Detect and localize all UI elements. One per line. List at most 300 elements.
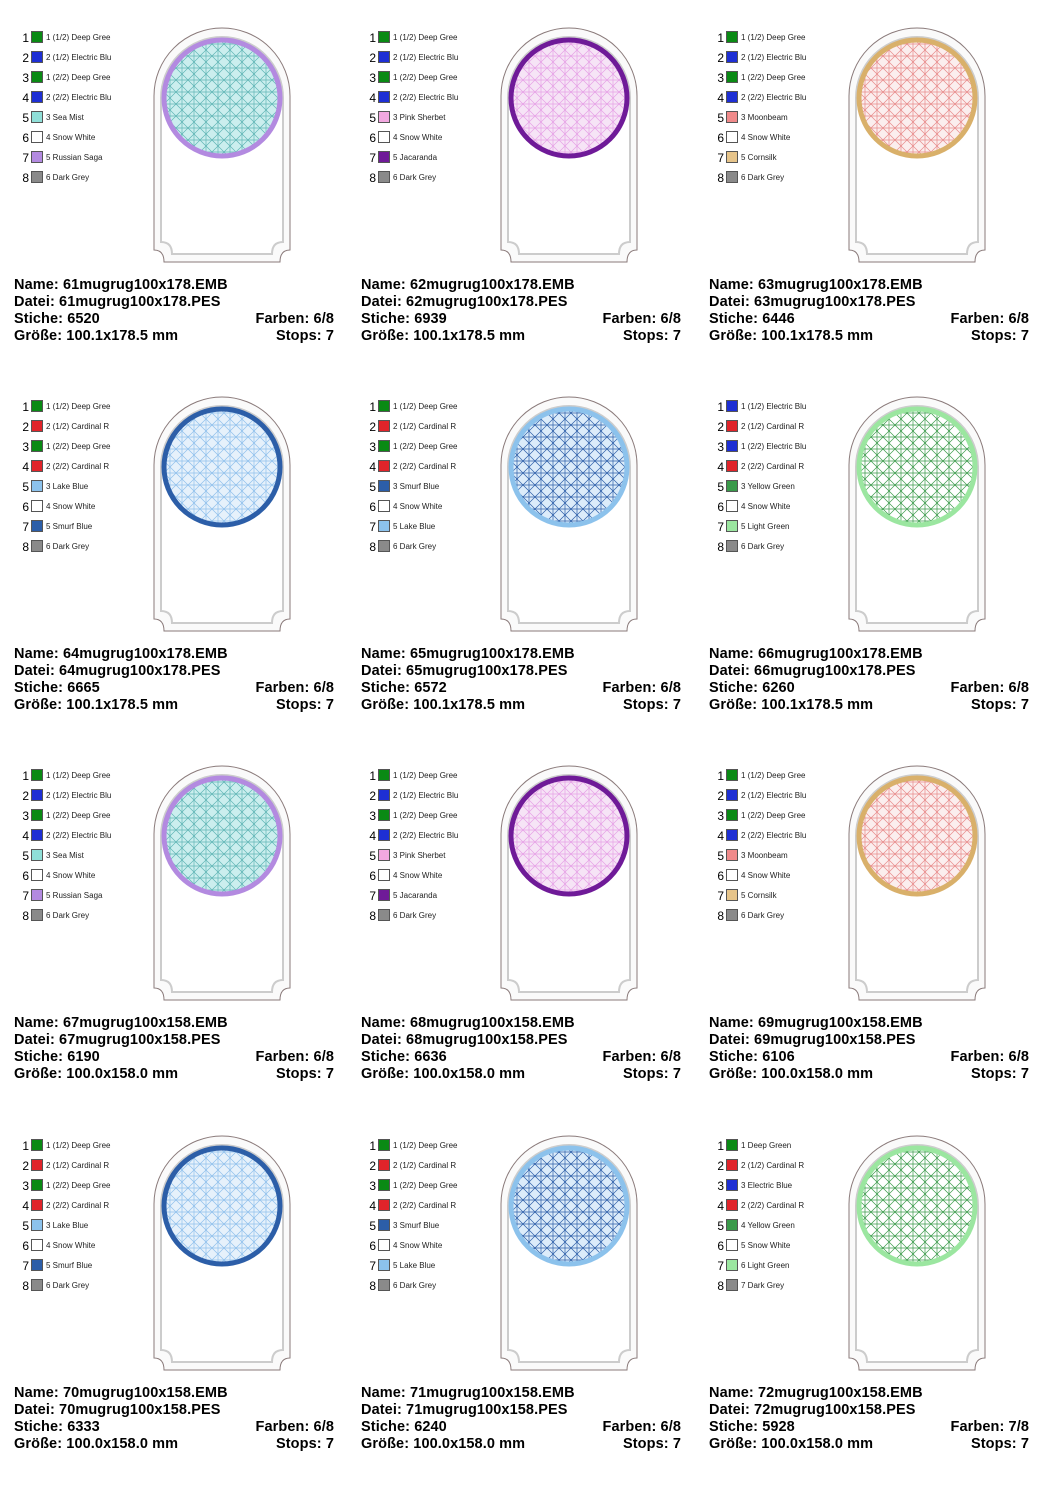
legend-row — [365, 30, 485, 46]
size-line — [709, 1436, 1029, 1453]
legend-color-swatch — [378, 91, 390, 103]
name-line — [709, 646, 1029, 663]
size-line — [709, 328, 1029, 345]
stitches-label: Stiche: — [14, 1419, 64, 1435]
legend-step-number: 7 — [22, 151, 29, 165]
file-label: Datei: — [14, 294, 55, 310]
design-name: 72mugrug100x158.EMB — [757, 1385, 923, 1401]
legend-row — [713, 1198, 833, 1214]
legend-color-swatch — [726, 809, 738, 821]
mug-rug-preview — [152, 395, 292, 635]
legend-step-number: 2 — [369, 1159, 376, 1173]
legend-step-number: 1 — [369, 400, 376, 414]
name-line — [709, 1385, 1029, 1402]
legend-color-swatch — [31, 131, 43, 143]
legend-step-number: 2 — [22, 420, 29, 434]
design-name: 62mugrug100x178.EMB — [409, 277, 575, 293]
name-label: Name: — [709, 277, 754, 293]
stops-label: Stops: — [275, 697, 322, 713]
colors-label: Farben: — [255, 680, 310, 696]
stitches-line — [709, 1049, 1029, 1066]
file-line — [14, 1402, 334, 1419]
stitch-count: 6939 — [414, 311, 447, 327]
legend-thread-name: 6 Dark Grey — [393, 173, 437, 182]
legend-color-swatch — [31, 1279, 43, 1291]
legend-step-number: 3 — [369, 440, 376, 454]
legend-thread-name: 2 (1/2) Electric Blu — [46, 53, 112, 62]
legend-step-number: 5 — [22, 849, 29, 863]
circle-fill-pattern — [166, 411, 278, 523]
stitches-label: Stiche: — [14, 311, 64, 327]
legend-row — [18, 519, 138, 535]
legend-color-swatch — [726, 171, 738, 183]
legend-row — [18, 1238, 138, 1254]
color-count: 6/8 — [660, 1419, 681, 1435]
legend-color-swatch — [726, 1279, 738, 1291]
legend-step-number: 1 — [22, 400, 29, 414]
legend-step-number: 1 — [369, 1139, 376, 1153]
legend-step-number: 4 — [717, 91, 724, 105]
legend-color-swatch — [378, 71, 390, 83]
stitch-count: 6520 — [67, 311, 100, 327]
legend-row — [18, 768, 138, 784]
legend-step-number: 8 — [369, 171, 376, 185]
legend-thread-name: 5 Lake Blue — [393, 522, 436, 531]
legend-color-swatch — [726, 1239, 738, 1251]
design-card — [709, 30, 1049, 380]
legend-thread-name: 4 Snow White — [393, 133, 443, 142]
stops-field — [623, 328, 681, 345]
legend-thread-name: 1 (1/2) Deep Gree — [46, 1141, 111, 1150]
legend-color-swatch — [378, 520, 390, 532]
legend-step-number: 1 — [369, 769, 376, 783]
legend-thread-name: 5 Smurf Blue — [46, 522, 93, 531]
design-size: 100.0x158.0 mm — [761, 1436, 874, 1452]
legend-thread-name: 2 (2/2) Electric Blu — [741, 93, 807, 102]
circle-fill-pattern — [166, 42, 278, 154]
legend-thread-name: 6 Dark Grey — [741, 542, 785, 551]
legend-thread-name: 1 (1/2) Deep Gree — [393, 1141, 458, 1150]
legend-row — [365, 888, 485, 904]
design-name: 71mugrug100x158.EMB — [409, 1385, 575, 1401]
design-info — [14, 1015, 334, 1083]
design-size: 100.0x158.0 mm — [66, 1066, 179, 1082]
legend-thread-name: 3 Pink Sherbet — [393, 113, 446, 122]
legend-thread-name: 2 (2/2) Cardinal R — [741, 1201, 805, 1210]
color-count: 6/8 — [660, 311, 681, 327]
legend-row — [713, 1238, 833, 1254]
colors-field — [951, 311, 1029, 328]
legend-step-number: 8 — [717, 909, 724, 923]
legend-thread-name: 1 (1/2) Deep Gree — [46, 402, 111, 411]
legend-step-number: 4 — [717, 829, 724, 843]
legend-color-swatch — [726, 1179, 738, 1191]
name-line — [14, 646, 334, 663]
legend-thread-name: 5 Russian Saga — [46, 153, 103, 162]
legend-thread-name: 6 Dark Grey — [46, 911, 90, 920]
legend-color-swatch — [31, 520, 43, 532]
legend-step-number: 2 — [369, 420, 376, 434]
stitches-line — [14, 1049, 334, 1066]
legend-color-swatch — [726, 51, 738, 63]
legend-thread-name: 5 Russian Saga — [46, 891, 103, 900]
legend-thread-name: 1 (2/2) Deep Gree — [46, 73, 111, 82]
legend-step-number: 7 — [22, 889, 29, 903]
legend-row — [713, 788, 833, 804]
stops-field — [623, 697, 681, 714]
mug-rug-preview — [499, 764, 639, 1004]
design-size: 100.1x178.5 mm — [66, 697, 179, 713]
legend-step-number: 3 — [22, 71, 29, 85]
circle-fill-pattern — [861, 42, 973, 154]
legend-thread-name: 2 (2/2) Cardinal R — [46, 462, 110, 471]
legend-step-number: 4 — [717, 460, 724, 474]
file-label: Datei: — [361, 663, 402, 679]
legend-color-swatch — [378, 171, 390, 183]
legend-color-swatch — [726, 520, 738, 532]
design-card — [709, 399, 1049, 749]
stops-label: Stops: — [970, 1066, 1017, 1082]
legend-thread-name: 1 Deep Green — [741, 1141, 792, 1150]
legend-step-number: 8 — [717, 171, 724, 185]
design-size: 100.0x158.0 mm — [66, 1436, 179, 1452]
legend-row — [713, 130, 833, 146]
legend-color-swatch — [378, 1159, 390, 1171]
legend-step-number: 6 — [717, 1239, 724, 1253]
legend-thread-name: 2 (1/2) Electric Blu — [393, 53, 459, 62]
legend-row — [18, 30, 138, 46]
legend-row — [713, 1218, 833, 1234]
design-info — [709, 1385, 1029, 1453]
size-label: Größe: — [361, 328, 410, 344]
file-line — [709, 294, 1029, 311]
design-card — [361, 768, 701, 1118]
design-card — [14, 399, 354, 749]
stops-label: Stops: — [970, 328, 1017, 344]
legend-thread-name: 5 Lake Blue — [393, 1261, 436, 1270]
legend-color-swatch — [378, 131, 390, 143]
legend-color-swatch — [726, 31, 738, 43]
legend-row — [365, 150, 485, 166]
legend-row — [365, 90, 485, 106]
file-label: Datei: — [709, 1032, 750, 1048]
legend-thread-name: 1 (2/2) Deep Gree — [393, 1181, 458, 1190]
legend-thread-name: 5 Smurf Blue — [46, 1261, 93, 1270]
file-line — [709, 663, 1029, 680]
legend-color-swatch — [726, 540, 738, 552]
colors-field — [603, 680, 681, 697]
legend-color-swatch — [378, 400, 390, 412]
legend-thread-name: 4 Snow White — [741, 502, 791, 511]
legend-row — [713, 1158, 833, 1174]
colors-label: Farben: — [602, 680, 657, 696]
legend-step-number: 8 — [369, 1279, 376, 1293]
stitch-count: 6446 — [762, 311, 795, 327]
legend-row — [18, 130, 138, 146]
stop-count: 7 — [325, 697, 334, 713]
legend-thread-name: 2 (1/2) Cardinal R — [393, 422, 457, 431]
legend-row — [18, 70, 138, 86]
design-card — [709, 768, 1049, 1118]
legend-color-swatch — [726, 440, 738, 452]
legend-thread-name: 4 Snow White — [46, 133, 96, 142]
legend-thread-name: 1 (2/2) Deep Gree — [741, 811, 806, 820]
legend-thread-name: 4 Snow White — [393, 871, 443, 880]
legend-thread-name: 5 Light Green — [741, 522, 790, 531]
legend-thread-name: 3 Lake Blue — [46, 1221, 89, 1230]
legend-step-number: 6 — [22, 869, 29, 883]
legend-row — [713, 768, 833, 784]
design-size: 100.0x158.0 mm — [413, 1066, 526, 1082]
legend-color-swatch — [378, 829, 390, 841]
file-label: Datei: — [709, 663, 750, 679]
stops-label: Stops: — [970, 1436, 1017, 1452]
legend-step-number: 5 — [369, 111, 376, 125]
legend-color-swatch — [31, 849, 43, 861]
size-label: Größe: — [709, 697, 758, 713]
legend-row — [365, 519, 485, 535]
stitches-label: Stiche: — [709, 311, 759, 327]
legend-step-number: 7 — [717, 151, 724, 165]
stops-field — [971, 1066, 1029, 1083]
legend-thread-name: 3 Lake Blue — [46, 482, 89, 491]
legend-row — [365, 1138, 485, 1154]
legend-row — [365, 828, 485, 844]
legend-thread-name: 5 Jacaranda — [393, 153, 438, 162]
legend-thread-name: 3 Pink Sherbet — [393, 851, 446, 860]
stops-label: Stops: — [970, 697, 1017, 713]
stops-field — [276, 1066, 334, 1083]
legend-row — [18, 110, 138, 126]
legend-row — [713, 828, 833, 844]
design-size: 100.1x178.5 mm — [761, 697, 874, 713]
legend-color-swatch — [726, 480, 738, 492]
stitch-count: 6333 — [67, 1419, 100, 1435]
legend-step-number: 1 — [22, 31, 29, 45]
legend-step-number: 3 — [717, 1179, 724, 1193]
legend-step-number: 4 — [369, 460, 376, 474]
legend-thread-name: 6 Light Green — [741, 1261, 790, 1270]
legend-step-number: 5 — [717, 111, 724, 125]
legend-color-swatch — [726, 1139, 738, 1151]
stitches-line — [709, 680, 1029, 697]
legend-row — [713, 90, 833, 106]
legend-step-number: 3 — [369, 809, 376, 823]
mug-rug-preview — [847, 1134, 987, 1374]
legend-color-swatch — [31, 789, 43, 801]
legend-color-swatch — [31, 480, 43, 492]
file-label: Datei: — [361, 1032, 402, 1048]
stops-field — [971, 1436, 1029, 1453]
legend-color-swatch — [31, 909, 43, 921]
legend-color-swatch — [378, 1179, 390, 1191]
legend-step-number: 7 — [717, 1259, 724, 1273]
design-file: 72mugrug100x158.PES — [754, 1402, 916, 1418]
mug-rug-preview — [152, 764, 292, 1004]
color-count: 6/8 — [660, 680, 681, 696]
legend-step-number: 7 — [369, 889, 376, 903]
legend-step-number: 4 — [369, 829, 376, 843]
legend-step-number: 4 — [369, 1199, 376, 1213]
legend-step-number: 6 — [369, 500, 376, 514]
legend-thread-name: 6 Dark Grey — [46, 1281, 90, 1290]
legend-step-number: 2 — [717, 1159, 724, 1173]
legend-row — [18, 539, 138, 555]
legend-color-swatch — [726, 111, 738, 123]
design-name: 64mugrug100x178.EMB — [62, 646, 228, 662]
legend-step-number: 5 — [717, 1219, 724, 1233]
file-label: Datei: — [361, 1402, 402, 1418]
legend-row — [18, 170, 138, 186]
legend-step-number: 5 — [717, 849, 724, 863]
legend-row — [18, 479, 138, 495]
design-info — [361, 277, 681, 345]
legend-thread-name: 2 (1/2) Electric Blu — [46, 791, 112, 800]
legend-row — [365, 808, 485, 824]
legend-thread-name: 1 (2/2) Deep Gree — [393, 73, 458, 82]
file-label: Datei: — [709, 294, 750, 310]
size-label: Größe: — [709, 1066, 758, 1082]
size-label: Größe: — [14, 1066, 63, 1082]
legend-step-number: 7 — [369, 1259, 376, 1273]
legend-row — [365, 110, 485, 126]
legend-thread-name: 1 (1/2) Deep Gree — [46, 771, 111, 780]
name-label: Name: — [361, 1015, 406, 1031]
name-line — [361, 646, 681, 663]
file-label: Datei: — [14, 1032, 55, 1048]
legend-step-number: 5 — [717, 480, 724, 494]
stitches-label: Stiche: — [14, 680, 64, 696]
legend-thread-name: 4 Snow White — [741, 133, 791, 142]
legend-step-number: 1 — [369, 31, 376, 45]
legend-thread-name: 1 (2/2) Deep Gree — [46, 442, 111, 451]
legend-step-number: 3 — [22, 1179, 29, 1193]
design-size: 100.0x158.0 mm — [413, 1436, 526, 1452]
legend-row — [365, 1178, 485, 1194]
legend-thread-name: 2 (1/2) Cardinal R — [46, 422, 110, 431]
legend-color-swatch — [378, 1219, 390, 1231]
legend-step-number: 4 — [369, 91, 376, 105]
colors-label: Farben: — [602, 1419, 657, 1435]
legend-thread-name: 3 Yellow Green — [741, 482, 795, 491]
legend-thread-name: 2 (2/2) Electric Blu — [741, 831, 807, 840]
legend-row — [365, 399, 485, 415]
stitches-label: Stiche: — [709, 1049, 759, 1065]
design-size: 100.1x178.5 mm — [413, 328, 526, 344]
legend-thread-name: 2 (1/2) Cardinal R — [741, 1161, 805, 1170]
circle-fill-pattern — [166, 780, 278, 892]
name-line — [361, 1015, 681, 1032]
legend-thread-name: 2 (2/2) Cardinal R — [393, 1201, 457, 1210]
colors-field — [603, 1049, 681, 1066]
legend-step-number: 4 — [717, 1199, 724, 1213]
legend-step-number: 2 — [22, 51, 29, 65]
stitches-label: Stiche: — [361, 680, 411, 696]
colors-field — [951, 1049, 1029, 1066]
legend-color-swatch — [378, 809, 390, 821]
legend-color-swatch — [378, 460, 390, 472]
legend-thread-name: 3 Moonbeam — [741, 851, 788, 860]
design-name: 68mugrug100x158.EMB — [409, 1015, 575, 1031]
legend-thread-name: 1 (2/2) Deep Gree — [741, 73, 806, 82]
legend-thread-name: 6 Dark Grey — [46, 542, 90, 551]
legend-step-number: 6 — [717, 869, 724, 883]
stop-count: 7 — [1020, 697, 1029, 713]
legend-row — [18, 419, 138, 435]
circle-fill-pattern — [861, 411, 973, 523]
legend-color-swatch — [726, 889, 738, 901]
legend-step-number: 2 — [717, 420, 724, 434]
color-count: 6/8 — [1008, 1049, 1029, 1065]
legend-row — [713, 459, 833, 475]
legend-step-number: 1 — [717, 1139, 724, 1153]
file-label: Datei: — [14, 1402, 55, 1418]
circle-fill-pattern — [513, 1150, 625, 1262]
design-file: 62mugrug100x178.PES — [406, 294, 568, 310]
legend-row — [365, 50, 485, 66]
legend-thread-name: 2 (1/2) Cardinal R — [46, 1161, 110, 1170]
legend-color-swatch — [378, 31, 390, 43]
legend-thread-name: 3 Electric Blue — [741, 1181, 793, 1190]
legend-row — [18, 1198, 138, 1214]
stitches-line — [14, 1419, 334, 1436]
colors-label: Farben: — [602, 311, 657, 327]
legend-step-number: 8 — [22, 909, 29, 923]
legend-color-swatch — [378, 540, 390, 552]
mug-rug-preview — [847, 764, 987, 1004]
legend-thread-name: 4 Snow White — [393, 502, 443, 511]
design-file: 67mugrug100x158.PES — [59, 1032, 221, 1048]
legend-color-swatch — [31, 71, 43, 83]
legend-thread-name: 1 (2/2) Electric Blu — [741, 442, 807, 451]
legend-row — [365, 479, 485, 495]
legend-thread-name: 5 Cornsilk — [741, 891, 777, 900]
colors-label: Farben: — [950, 1419, 1005, 1435]
legend-row — [18, 788, 138, 804]
size-label: Größe: — [361, 697, 410, 713]
name-line — [361, 1385, 681, 1402]
legend-row — [713, 419, 833, 435]
legend-row — [18, 50, 138, 66]
legend-step-number: 5 — [369, 849, 376, 863]
design-file: 64mugrug100x178.PES — [59, 663, 221, 679]
size-label: Größe: — [14, 697, 63, 713]
legend-color-swatch — [31, 420, 43, 432]
size-label: Größe: — [361, 1066, 410, 1082]
legend-row — [365, 130, 485, 146]
size-label: Größe: — [709, 328, 758, 344]
legend-thread-name: 6 Dark Grey — [46, 173, 90, 182]
legend-row — [18, 1218, 138, 1234]
legend-row — [18, 439, 138, 455]
size-label: Größe: — [14, 328, 63, 344]
design-info — [14, 646, 334, 714]
legend-thread-name: 4 Snow White — [46, 502, 96, 511]
legend-color-swatch — [31, 1199, 43, 1211]
legend-row — [365, 908, 485, 924]
legend-color-swatch — [378, 1199, 390, 1211]
legend-row — [713, 539, 833, 555]
mug-rug-preview — [152, 1134, 292, 1374]
stop-count: 7 — [325, 328, 334, 344]
legend-row — [713, 888, 833, 904]
legend-step-number: 1 — [717, 400, 724, 414]
legend-thread-name: 2 (2/2) Cardinal R — [393, 462, 457, 471]
stitch-count: 6190 — [67, 1049, 100, 1065]
name-label: Name: — [14, 1385, 59, 1401]
file-line — [361, 663, 681, 680]
legend-row — [713, 70, 833, 86]
